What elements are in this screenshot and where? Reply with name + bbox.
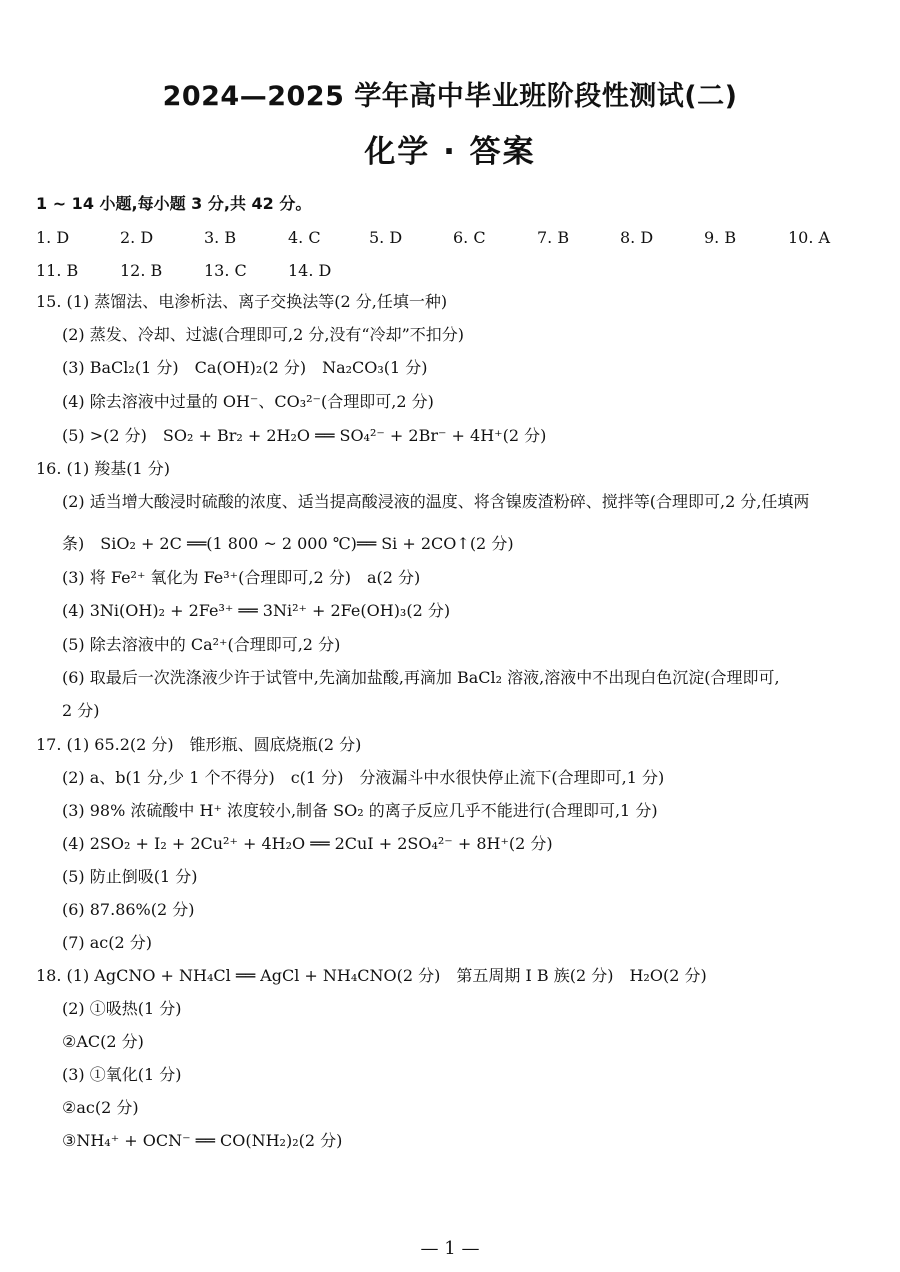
mc-answer: 11. B [36, 261, 79, 280]
mc-answer: 8. D [620, 228, 654, 247]
answer-line: (6) 取最后一次洗涤液少许于试管中,先滴加盐酸,再滴加 BaCl₂ 溶液,溶液中不出现白色沉淀(合理即可, [62, 668, 780, 687]
mc-answer: 1. D [36, 228, 70, 247]
mc-answer: 13. C [204, 261, 247, 280]
page-title: 2024—2025 学年高中毕业班阶段性测试(二) [162, 81, 738, 112]
answer-line: (4) 3Ni(OH)₂ + 2Fe³⁺ ══ 3Ni²⁺ + 2Fe(OH)₃(2 分) [62, 601, 451, 620]
mc-answer: 5. D [369, 228, 403, 247]
answer-line-q18: 18. (1) AgCNO + NH₄Cl ══ AgCl + NH₄CNO(2 分) 第五周期 Ⅰ B 族(2 分) H₂O(2 分) [36, 966, 707, 985]
answer-line: (2) a、b(1 分,少 1 个不得分) c(1 分) 分液漏斗中水很快停止流下(合理即可,1 分) [62, 768, 665, 787]
mc-answer: 7. B [537, 228, 570, 247]
answer-line: (4) 除去溶液中过量的 OH⁻、CO₃²⁻(合理即可,2 分) [62, 392, 434, 411]
answer-line: (5) 除去溶液中的 Ca²⁺(合理即可,2 分) [62, 635, 341, 654]
answer-line-q17: 17. (1) 65.2(2 分) 锥形瓶、圆底烧瓶(2 分) [36, 735, 362, 754]
answer-line: (7) ac(2 分) [62, 933, 153, 952]
mc-answer: 6. C [453, 228, 486, 247]
answer-line: (3) 将 Fe²⁺ 氧化为 Fe³⁺(合理即可,2 分) a(2 分) [62, 568, 421, 587]
mc-answer: 3. B [204, 228, 237, 247]
answer-line: (2) 适当增大酸浸时硫酸的浓度、适当提高酸浸液的温度、将含镍废渣粉碎、搅拌等(合理即可,2 分,任填两 [62, 492, 810, 511]
answer-line: (2) ①吸热(1 分) [62, 999, 182, 1018]
mc-answer: 12. B [120, 261, 163, 280]
mc-header: 1 ~ 14 小题,每小题 3 分,共 42 分。 [36, 194, 312, 213]
answer-line-q15: 15. (1) 蒸馏法、电渗析法、离子交换法等(2 分,任填一种) [36, 292, 448, 311]
answer-line: (3) 98% 浓硫酸中 H⁺ 浓度较小,制备 SO₂ 的离子反应几乎不能进行(合理即可,1 分) [62, 801, 658, 820]
answer-line: ②AC(2 分) [62, 1032, 144, 1051]
answer-line: (3) ①氧化(1 分) [62, 1065, 182, 1084]
answer-line: (6) 87.86%(2 分) [62, 900, 195, 919]
mc-answer: 9. B [704, 228, 737, 247]
answer-line: ③NH₄⁺ + OCN⁻ ══ CO(NH₂)₂(2 分) [62, 1131, 343, 1150]
page-subtitle: 化学 · 答案 [364, 134, 536, 170]
answer-line-q16: 16. (1) 羧基(1 分) [36, 459, 171, 478]
answer-line: 2 分) [62, 701, 100, 720]
answer-line: ②ac(2 分) [62, 1098, 139, 1117]
answer-line: (3) BaCl₂(1 分) Ca(OH)₂(2 分) Na₂CO₃(1 分) [62, 358, 428, 377]
answer-line: 条) SiO₂ + 2C ══(1 800 ~ 2 000 ℃)══ Si + 2CO↑(2 分) [62, 534, 514, 553]
mc-answer: 10. A [788, 228, 831, 247]
page-number: — 1 — [420, 1238, 480, 1259]
answer-line: (5) >(2 分) SO₂ + Br₂ + 2H₂O ══ SO₄²⁻ + 2Br⁻ + 4H⁺(2 分) [62, 426, 547, 445]
answer-line: (5) 防止倒吸(1 分) [62, 867, 198, 886]
answer-line: (4) 2SO₂ + I₂ + 2Cu²⁺ + 4H₂O ══ 2CuI + 2SO₄²⁻ + 8H⁺(2 分) [62, 834, 553, 853]
answer-line: (2) 蒸发、冷却、过滤(合理即可,2 分,没有“冷却”不扣分) [62, 325, 465, 344]
mc-answer: 14. D [288, 261, 332, 280]
mc-answer: 4. C [288, 228, 321, 247]
mc-answer: 2. D [120, 228, 154, 247]
